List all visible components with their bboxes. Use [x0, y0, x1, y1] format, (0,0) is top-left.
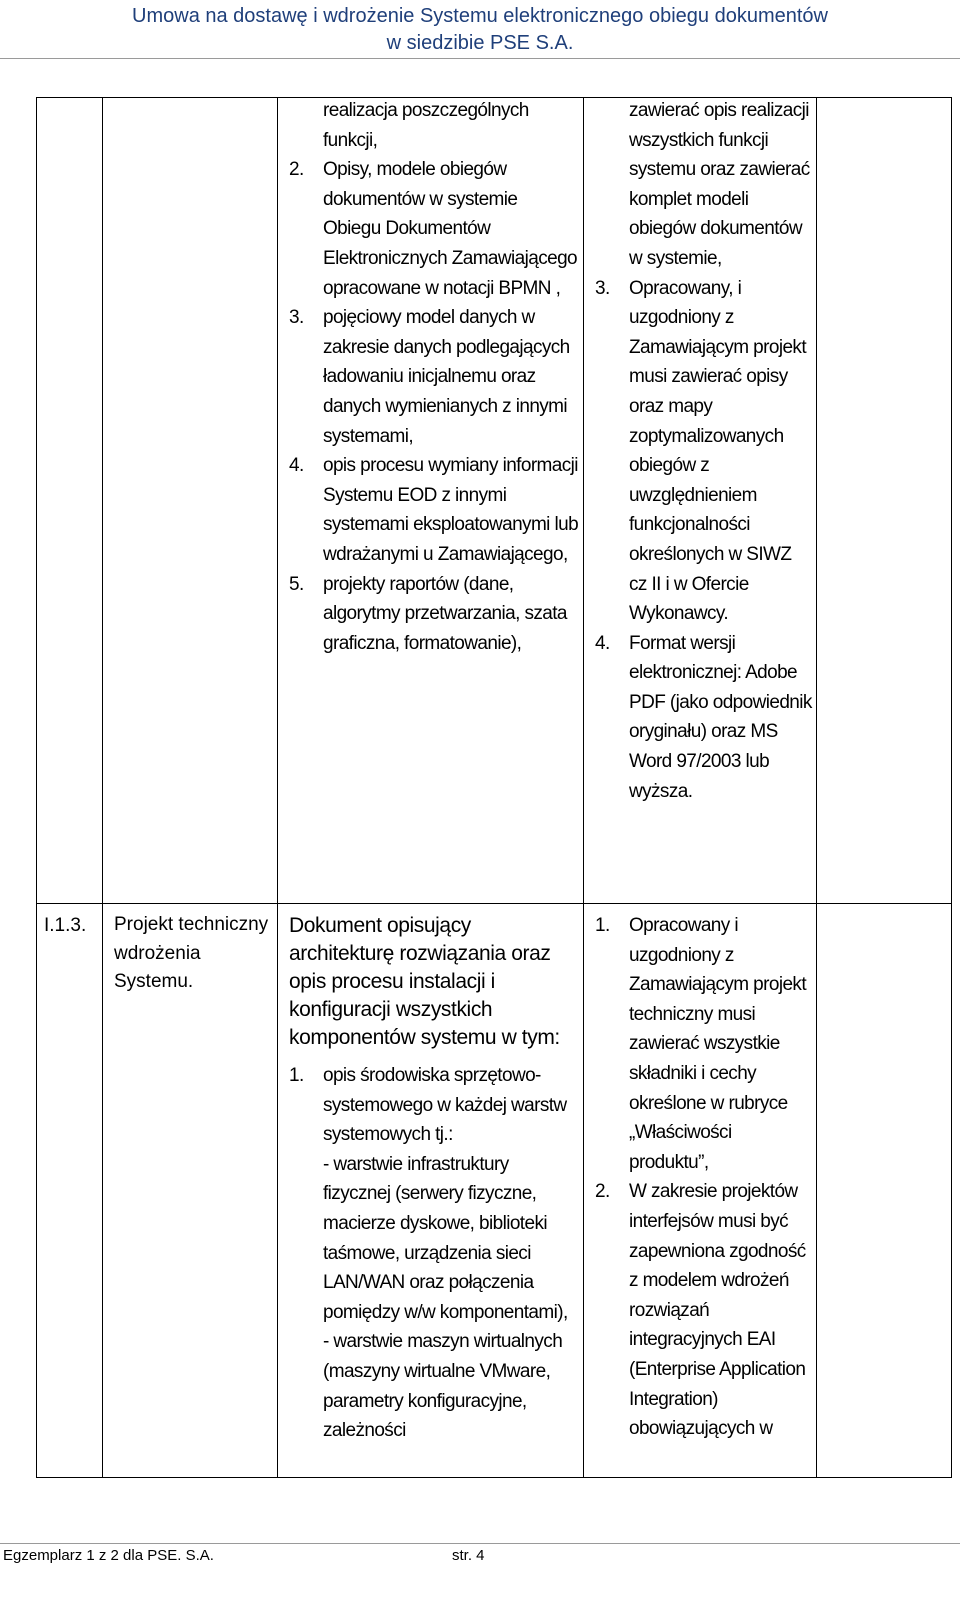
table-row-divider — [36, 903, 952, 904]
list-item: zawierać opis realizacji wszystkich funkcji systemu oraz zawierać komplet modeli obiegów dokumentów w systemie, — [629, 100, 810, 269]
header-title-line1: Umowa na dostawę i wdrożenie Systemu elektronicznego obiegu dokumentów — [132, 5, 828, 27]
page-number: str. 4 — [452, 1547, 485, 1564]
list-item: 1. Opracowany i uzgodniony z Zamawiającym projekt techniczny musi zawierać wszystkie składniki i cechy określone w rubryce „Właściwości produktu”, — [595, 915, 806, 1173]
footer-divider — [0, 1543, 960, 1544]
header-title-line2: w siedzibie PSE S.A. — [386, 32, 574, 54]
list-item: 4. opis procesu wymiany informacji Systemu EOD z innymi systemami eksploatowanymi lub wdrażanymi u Zamawiającego, — [289, 455, 579, 565]
row2-name-cell: Projekt techniczny wdrożenia Systemu. — [114, 914, 269, 992]
list-item: 2. Opisy, modele obiegów dokumentów w systemie Obiegu Dokumentów Elektronicznych Zamawiającego opracowane w notacji BPMN , — [289, 159, 577, 299]
row2-requirements-cell — [595, 911, 813, 1444]
row1-description-cell — [289, 96, 579, 658]
header-divider — [0, 58, 960, 59]
list-item: 3. Opracowany, i uzgodniony z Zamawiającym projekt musi zawierać opisy oraz mapy zoptymalizowanych obiegów z uwzględnieniem funkcjonalności określonych w SIWZ cz II i w Ofercie Wykonawcy. — [595, 277, 806, 625]
row2-heading: Dokument opisujący architekturę rozwiązania oraz opis procesu instalacji i konfiguracji wszystkich komponentów systemu w tym: — [289, 914, 560, 1049]
footer-copy-label: Egzemplarz 1 z 2 dla PSE. S.A. — [3, 1547, 214, 1564]
row2-description-cell — [289, 912, 569, 1446]
list-item: 3. pojęciowy model danych w zakresie danych podlegających ładowaniu inicjalnemu oraz danych wymienianych z innymi systemami, — [289, 307, 570, 447]
list-item: 4. Format wersji elektronicznej: Adobe PDF (jako odpowiednik oryginału) oraz MS Word 97/2003 lub wyższa. — [595, 632, 812, 802]
row2-id-cell: I.1.3. — [44, 915, 87, 936]
row2-list — [289, 1061, 569, 1446]
list-item: 1. opis środowiska sprzętowo-systemowego w każdej warstw systemowych tj.: - warstwie infrastruktury fizycznej (serwery fizyczne, macierze dyskowe, biblioteki taśmowe, urządzenia sieci LAN/WAN oraz połączenia pomiędzy w/w komponentami), - warstwie maszyn wirtualnych (maszyny wirtualne VMware, parametry konfiguracyjne, zależności — [289, 1065, 568, 1442]
list-item: 5. projekty raportów (dane, algorytmy przetwarzania, szata graficzna, formatowanie), — [289, 573, 567, 654]
list-item: 2. W zakresie projektów interfejsów musi być zapewniona zgodność z modelem wdrożeń rozwiązań integracyjnych EAI (Enterprise Application Integration) obowiązujących w — [595, 1181, 806, 1440]
table-column-divider — [102, 97, 103, 1478]
row1-requirements-cell — [595, 96, 813, 806]
table-column-divider — [816, 97, 817, 1478]
table-column-divider — [277, 97, 278, 1478]
document-footer — [0, 1547, 960, 1567]
table-column-divider — [583, 97, 584, 1478]
list-item: realizacja poszczególnych funkcji, — [323, 100, 529, 151]
